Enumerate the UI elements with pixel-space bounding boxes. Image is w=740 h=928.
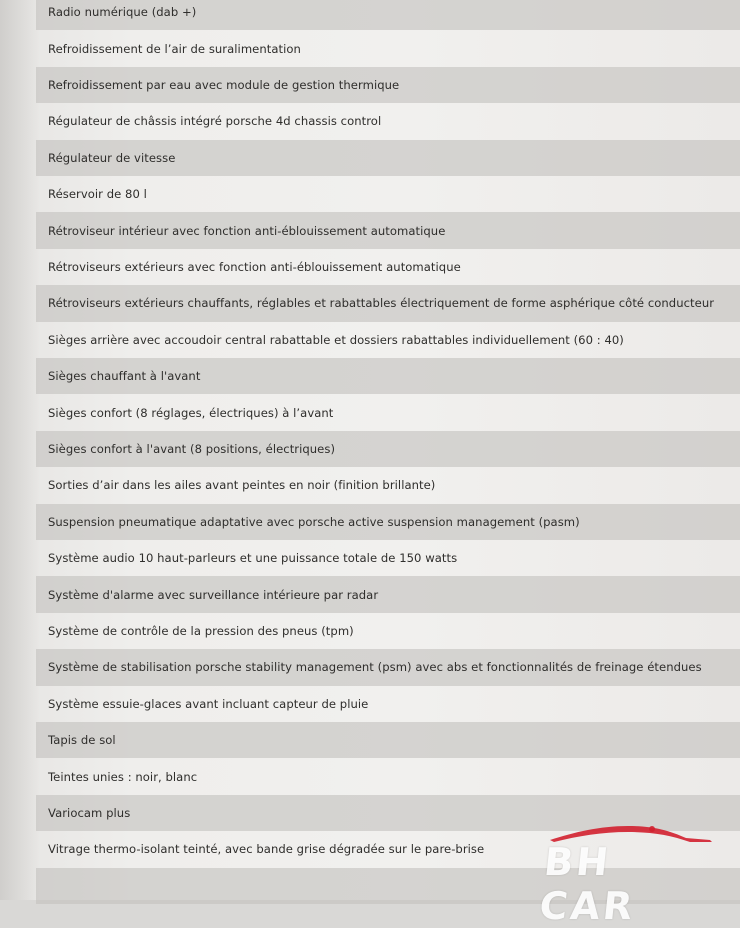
list-item	[36, 394, 740, 430]
list-item	[36, 649, 740, 685]
list-item	[36, 176, 740, 212]
list-item	[36, 322, 740, 358]
list-item	[36, 212, 740, 248]
list-item-label: Système essuie-glaces avant incluant capteur de pluie	[48, 696, 369, 711]
list-item	[36, 431, 740, 467]
list-item	[36, 140, 740, 176]
list-item	[36, 358, 740, 394]
list-item-label: Refroidissement de l’air de suralimentation	[48, 41, 301, 56]
list-item-label: Variocam plus	[48, 805, 131, 820]
list-item-label: Sièges confort à l'avant (8 positions, électriques)	[48, 441, 336, 456]
list-item	[36, 722, 740, 758]
list-item-label: Rétroviseurs extérieurs chauffants, réglables et rabattables électriquement de forme asphérique côté conducteur	[48, 296, 715, 311]
list-item-label: Réservoir de 80 l	[48, 187, 147, 202]
list-item	[36, 467, 740, 503]
equipment-list	[36, 0, 740, 900]
list-item	[36, 103, 740, 139]
list-item-label: Rétroviseur intérieur avec fonction anti-éblouissement automatique	[48, 223, 446, 238]
list-item-label: Sorties d’air dans les ailes avant peintes en noir (finition brillante)	[48, 478, 436, 493]
list-item-label: Sièges chauffant à l'avant	[48, 369, 201, 384]
list-item	[36, 0, 740, 30]
list-item-label: Tapis de sol	[48, 733, 116, 748]
list-item-label: Sièges arrière avec accoudoir central rabattable et dossiers rabattables individuellement (60 : 40)	[48, 332, 624, 347]
list-item	[36, 67, 740, 103]
list-item-label: Système de stabilisation porsche stability management (psm) avec abs et fonctionnalités de freinage étendues	[48, 660, 702, 675]
logo-text: BH CAR	[537, 840, 638, 928]
list-item	[36, 249, 740, 285]
list-item	[36, 613, 740, 649]
list-item	[36, 285, 740, 321]
list-item	[36, 576, 740, 612]
list-item	[36, 686, 740, 722]
page-edge-shadow	[0, 0, 40, 900]
list-item-label: Système de contrôle de la pression des pneus (tpm)	[48, 623, 354, 638]
list-item-label: Radio numérique (dab +)	[48, 5, 197, 20]
list-item-label: Régulateur de vitesse	[48, 150, 176, 165]
list-item-label: Régulateur de châssis intégré porsche 4d chassis control	[48, 114, 382, 129]
list-item-label: Teintes unies : noir, blanc	[48, 769, 198, 784]
list-item-label: Système audio 10 haut-parleurs et une puissance totale de 150 watts	[48, 551, 458, 566]
list-item	[36, 758, 740, 794]
list-item-label: Vitrage thermo-isolant teinté, avec bande grise dégradée sur le pare-brise	[48, 842, 485, 857]
list-item-label: Suspension pneumatique adaptative avec porsche active suspension management (pasm)	[48, 514, 580, 529]
list-item	[36, 504, 740, 540]
list-item-label: Refroidissement par eau avec module de gestion thermique	[48, 77, 400, 92]
list-item-label: Rétroviseurs extérieurs avec fonction anti-éblouissement automatique	[48, 259, 461, 274]
list-item	[36, 30, 740, 66]
bh-car-logo	[537, 818, 720, 928]
list-item	[36, 540, 740, 576]
list-item-label: Système d'alarme avec surveillance intérieure par radar	[48, 587, 379, 602]
list-item-label: Sièges confort (8 réglages, électriques) à l’avant	[48, 405, 334, 420]
